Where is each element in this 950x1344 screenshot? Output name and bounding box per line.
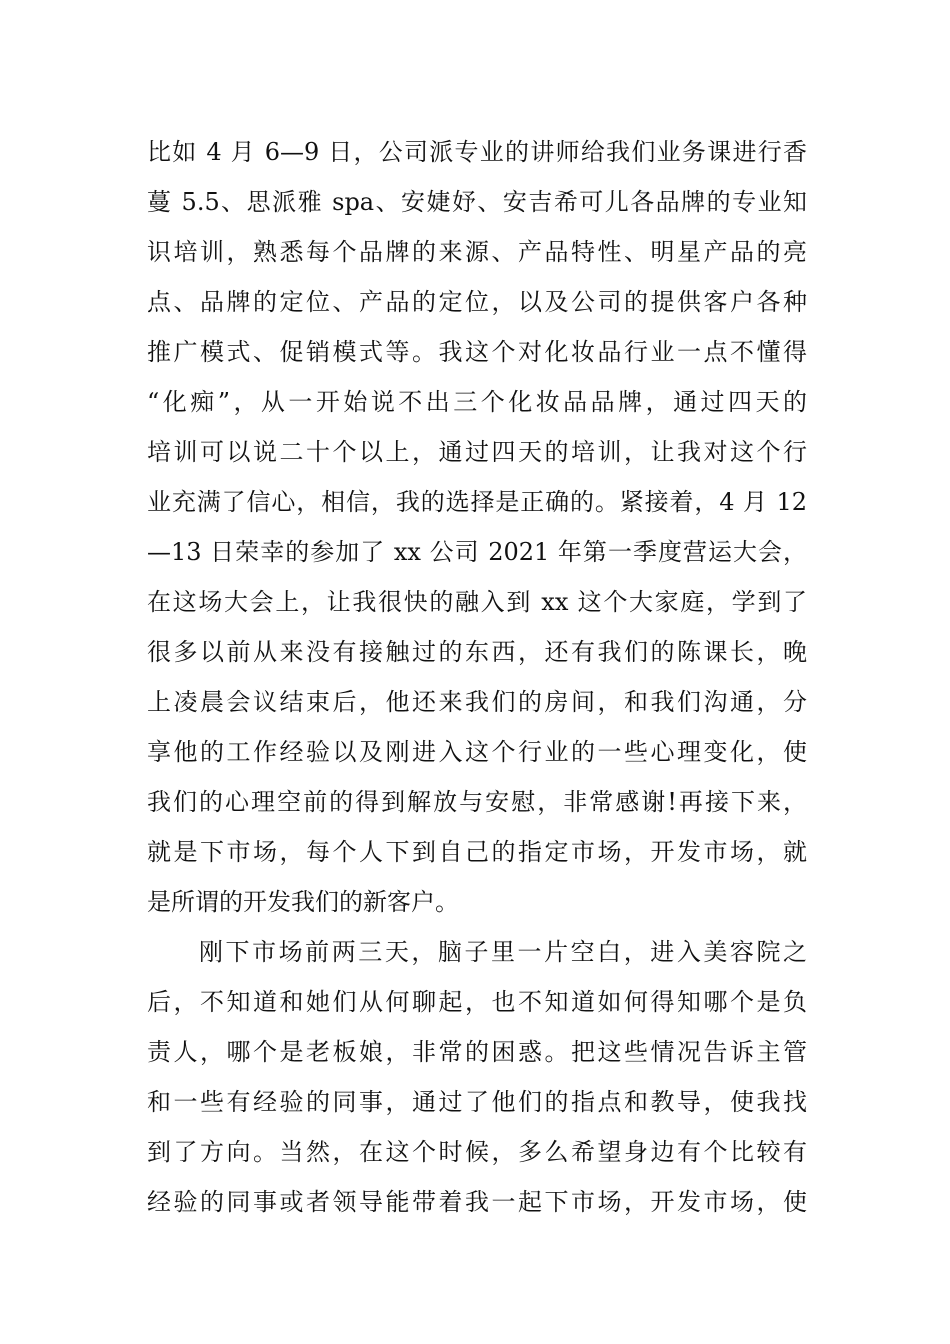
text-line: “化痴”，从一开始说不出三个化妆品品牌，通过四天的: [147, 388, 807, 416]
text-line: —13 日荣幸的参加了 xx 公司 2021 年第一季度营运大会，: [147, 538, 807, 566]
text-line: 我们的心理空前的得到解放与安慰，非常感谢!再接下来，: [147, 788, 807, 816]
text-line: 推广模式、促销模式等。我这个对化妆品行业一点不懂得: [147, 338, 807, 366]
text-line: 责人，哪个是老板娘，非常的困惑。把这些情况告诉主管: [147, 1038, 807, 1066]
text-line: 点、品牌的定位、产品的定位，以及公司的提供客户各种: [147, 288, 807, 316]
text-line: 很多以前从来没有接触过的东西，还有我们的陈课长，晚: [147, 638, 807, 666]
text-line: 上凌晨会议结束后，他还来我们的房间，和我们沟通，分: [147, 688, 807, 716]
text-line: 到了方向。当然，在这个时候，多么希望身边有个比较有: [147, 1138, 807, 1166]
text-line: 刚下市场前两三天，脑子里一片空白，进入美容院之: [199, 938, 807, 966]
text-line: 和一些有经验的同事，通过了他们的指点和教导，使我找: [147, 1088, 807, 1116]
text-line: 识培训，熟悉每个品牌的来源、产品特性、明星产品的亮: [147, 238, 807, 266]
text-line: 业充满了信心，相信，我的选择是正确的。紧接着，4 月 12: [147, 488, 807, 516]
text-line: 在这场大会上，让我很快的融入到 xx 这个大家庭，学到了: [147, 588, 807, 616]
text-line: 就是下市场，每个人下到自己的指定市场，开发市场，就: [147, 838, 807, 866]
text-line: 是所谓的开发我们的新客户。: [147, 888, 459, 916]
text-line: 后，不知道和她们从何聊起，也不知道如何得知哪个是负: [147, 988, 807, 1016]
text-line: 蔓 5.5、思派雅 spa、安婕妤、安吉希可儿各品牌的专业知: [147, 188, 807, 216]
text-line: 培训可以说二十个以上，通过四天的培训，让我对这个行: [147, 438, 807, 466]
text-line: 经验的同事或者领导能带着我一起下市场，开发市场，使: [147, 1188, 807, 1216]
text-line: 比如 4 月 6—9 日，公司派专业的讲师给我们业务课进行香: [147, 138, 807, 166]
text-line: 享他的工作经验以及刚进入这个行业的一些心理变化，使: [147, 738, 807, 766]
